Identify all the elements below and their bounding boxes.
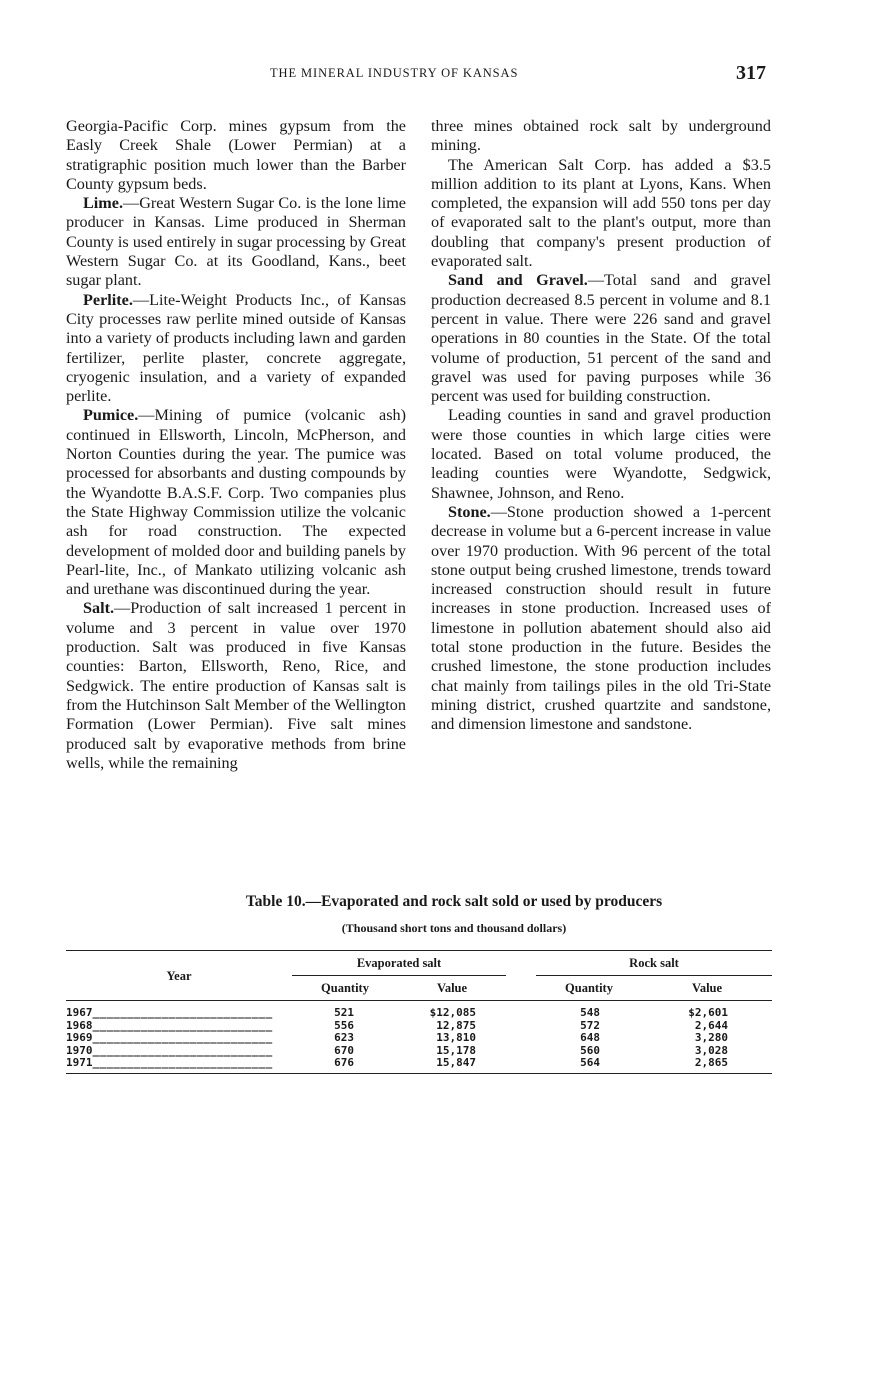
dot-leader: __________________________ bbox=[92, 1006, 273, 1019]
year-header: Year bbox=[66, 951, 292, 1001]
left-column bbox=[66, 117, 406, 773]
dot-leader: __________________________ bbox=[92, 1056, 273, 1069]
evaporated-quantity-cell: 670 bbox=[334, 1043, 354, 1057]
rock-value-cell: 3,280 bbox=[694, 1031, 728, 1044]
evaporated-value-cell: 15,178 bbox=[436, 1043, 476, 1057]
quantity-header: Quantity bbox=[536, 976, 642, 1001]
evaporated-value-cell: 15,847 bbox=[398, 1057, 506, 1073]
paragraph: Georgia-Pacific Corp. mines gypsum from the Easly Creek Shale (Lower Permian) at a stratigraphic position much lower than the Barber County gypsum beds. bbox=[66, 117, 406, 193]
dot-leader: __________________________ bbox=[92, 1043, 273, 1057]
section-heading: Pumice. bbox=[83, 406, 139, 425]
rock-quantity-cell: 648 bbox=[580, 1031, 600, 1044]
paragraph-perlite: Perlite.—Lite-Weight Products Inc., of Kansas City processes raw perlite mined outside of Kansas into a variety of products including lawn and garden fertilizer, perlite plaster, concrete aggregate, cryogenic insulation, and a variety of expanded perlite. bbox=[66, 290, 406, 406]
salt-table-block bbox=[66, 893, 772, 1074]
year-cell: 1970__________________________ bbox=[66, 1043, 273, 1057]
section-heading: Lime. bbox=[83, 194, 124, 213]
section-heading: Salt. bbox=[83, 599, 115, 618]
rock-value-cell: 2,644 bbox=[694, 1018, 728, 1032]
paragraph: Leading counties in sand and gravel production were those counties in which large cities were located. Based on total volume produced, the leading counties were Wyandotte, Sedgwick, Shawnee, Johnson, and Reno. bbox=[431, 406, 771, 502]
paragraph: The American Salt Corp. has added a $3.5 million addition to its plant at Lyons, Kans. When completed, the expansion will add 550 tons per day of evaporated salt to the plant's output, more than doubling that company's present production of evaporated salt. bbox=[431, 155, 771, 271]
evaporated-value-cell: 13,810 bbox=[436, 1031, 476, 1044]
rock-value-cell: $2,601 bbox=[688, 1006, 728, 1019]
value-header: Value bbox=[398, 976, 506, 1001]
year-cell: 1967__________________________ bbox=[66, 1006, 273, 1019]
salt-table bbox=[66, 950, 772, 1074]
quantity-header: Quantity bbox=[292, 976, 398, 1001]
rock-quantity-cell: 548 bbox=[580, 1006, 600, 1019]
running-title: THE MINERAL INDUSTRY OF KANSAS bbox=[270, 66, 519, 80]
section-heading: Perlite. bbox=[83, 290, 133, 309]
rock-salt-header: Rock salt bbox=[536, 951, 772, 976]
table-body bbox=[66, 1001, 772, 1074]
evaporated-quantity-cell: 556 bbox=[334, 1018, 354, 1032]
evaporated-quantity-cell: 676 bbox=[292, 1057, 398, 1073]
section-heading: Stone. bbox=[448, 502, 491, 521]
evaporated-salt-header: Evaporated salt bbox=[292, 951, 506, 976]
evaporated-quantity-cell: 521 bbox=[334, 1006, 354, 1019]
evaporated-value-cell: $12,085 bbox=[429, 1006, 476, 1019]
paragraph: three mines obtained rock salt by underground mining. bbox=[431, 117, 771, 155]
table-subtitle: (Thousand short tons and thousand dollars) bbox=[341, 921, 567, 935]
dot-leader: __________________________ bbox=[92, 1018, 273, 1032]
dot-leader: __________________________ bbox=[92, 1031, 273, 1044]
rock-quantity-cell: 572 bbox=[580, 1018, 600, 1032]
rock-value-cell: 2,865 bbox=[642, 1057, 772, 1073]
rock-quantity-cell: 560 bbox=[580, 1043, 600, 1057]
section-heading: Sand and Gravel. bbox=[448, 271, 588, 290]
paragraph-stone: Stone.—Stone production showed a 1-percent decrease in volume but a 6-percent increase in value over 1970 production. With 96 percent of the total stone output being crushed limestone, trends toward increased construction should result in future increases in stone production. Increased uses of limestone in pollution abatement should also aid total stone production in the future. Besides the crushed limestone, the stone production includes chat mainly from tailings piles in the old Tri-State mining district, crushed quartzite and sandstone, and dimension limestone and sandstone. bbox=[431, 502, 771, 734]
value-header: Value bbox=[642, 976, 772, 1001]
rock-quantity-cell: 564 bbox=[536, 1057, 642, 1073]
year-cell: 1969__________________________ bbox=[66, 1031, 273, 1044]
paragraph-lime: Lime.—Great Western Sugar Co. is the lone lime producer in Kansas. Lime produced in Sherman County is used entirely in sugar processing by Great Western Sugar Co. at its Goodland, Kans., beet sugar plant. bbox=[66, 194, 406, 290]
evaporated-quantity-cell: 623 bbox=[334, 1031, 354, 1044]
table-title: Table 10.—Evaporated and rock salt sold or used by producers bbox=[245, 893, 663, 910]
paragraph-sand-gravel: Sand and Gravel.—Total sand and gravel production decreased 8.5 percent in volume and 8.1 percent in value. There were 226 sand and gravel operations in 80 counties in the State. Of the total volume of production, 51 percent of the sand and gravel was used for paving purposes while 36 percent was used for building construction. bbox=[431, 271, 771, 406]
paragraph-salt: Salt.—Production of salt increased 1 percent in volume and 3 percent in value over 1970 production. Salt was produced in five Kansas counties: Barton, Ellsworth, Reno, Rice, and Sedgwick. The entire production of Kansas salt is from the Hutchinson Salt Member of the Wellington Formation (Lower Permian). Five salt mines produced salt by evaporative methods from brine wells, while the remaining bbox=[66, 599, 406, 772]
right-column bbox=[431, 117, 771, 735]
rock-value-cell: 3,028 bbox=[694, 1043, 728, 1057]
year-cell: 1968__________________________ bbox=[66, 1018, 273, 1032]
table-row bbox=[66, 1057, 772, 1073]
evaporated-value-cell: 12,875 bbox=[436, 1018, 476, 1032]
page-number: 317 bbox=[736, 62, 766, 84]
year-cell: 1971__________________________ bbox=[66, 1057, 292, 1073]
table-row bbox=[66, 1001, 772, 1020]
paragraph-pumice: Pumice.—Mining of pumice (volcanic ash) continued in Ellsworth, Lincoln, McPherson, and Norton Counties during the year. The pumice was processed for absorbants and dusting compounds by the Wyandotte B.A.S.F. Corp. Two companies plus the State Highway Commission utilize the volcanic ash for road construction. The expected development of molded door and building panels by Pearl-lite, Inc., of Mankato utilizing volcanic ash and urethane was discontinued during the year. bbox=[66, 406, 406, 599]
